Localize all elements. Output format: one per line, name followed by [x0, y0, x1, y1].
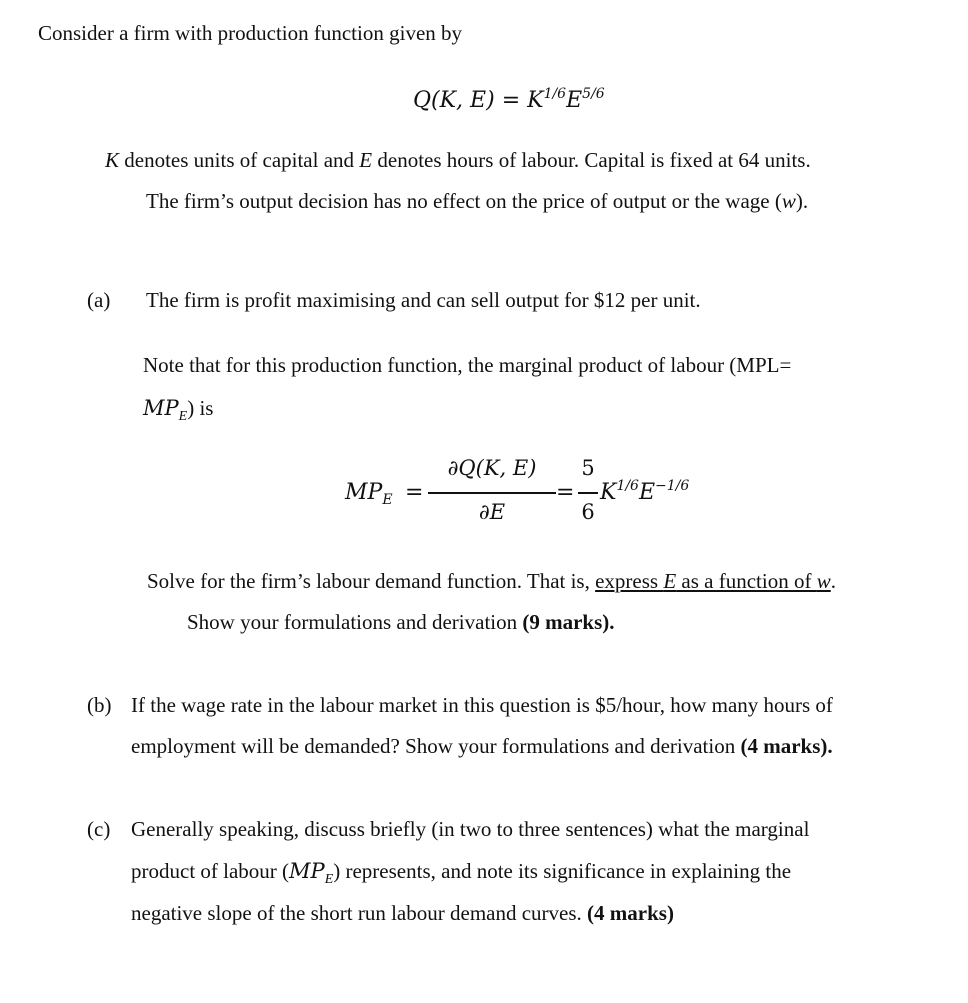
part-c-line-3 [131, 900, 674, 926]
solve-u-w: w [816, 569, 831, 593]
solve-end: . [830, 569, 836, 593]
part-c-label: (c) [87, 817, 111, 841]
solve-u-mid: as a function of [676, 569, 817, 593]
c-line2-pre: product of labour ( [131, 859, 290, 883]
def2-pre: The firm’s output decision has no effect on the price of output or the wage ( [146, 189, 782, 213]
def-text-2: denotes hours of labour. Capital is fixed at 64 units. [372, 148, 811, 172]
eq-E-exp: −1/6 [655, 478, 690, 494]
eq-equals-2: = [556, 480, 575, 505]
eq-fraction-bar-2 [578, 492, 598, 494]
c-line3-text: negative slope of the short run labour demand curves. [131, 901, 588, 925]
solve-u-E: E [663, 569, 677, 593]
part-a-label: (a) [87, 288, 111, 312]
eq-rhs [600, 480, 689, 508]
pf-K: K [527, 88, 544, 113]
eq-partial-denominator: ∂E [478, 500, 506, 524]
eq-equals-1: = [405, 480, 424, 505]
part-a-line-1: The firm is profit maximising and can sell output for $12 per unit. [146, 288, 701, 312]
solve-pre: Solve for the firm’s labour demand function. That is, [147, 569, 596, 593]
eq-K: K [600, 480, 617, 505]
def-E: E [359, 148, 373, 172]
part-a-note-line-2 [143, 395, 213, 425]
pf-K-exp: 1/6 [543, 86, 567, 102]
pf-equals: = [501, 88, 521, 113]
pf-E-exp: 5/6 [582, 86, 605, 102]
b-marks: (4 marks). [740, 734, 833, 758]
eq-frac-denominator: 6 [581, 500, 595, 524]
def-text-1: denotes units of capital and [119, 148, 360, 172]
solve-u-pre: express [595, 569, 664, 593]
def2-post: ). [795, 189, 809, 213]
part-b-line-1: If the wage rate in the labour market in this question is $5/hour, how many hours of [131, 693, 833, 717]
c-mp-sub: E [324, 872, 334, 887]
def-K: K [105, 148, 120, 172]
b-line2-text: employment will be demanded? Show your formulations and derivation [131, 734, 741, 758]
eq-mp-sub: E [382, 492, 393, 508]
part-b-label: (b) [87, 693, 112, 717]
pf-E: E [566, 88, 583, 113]
part-c-line-1: Generally speaking, discuss briefly (in two to three sentences) what the marginal [131, 817, 810, 841]
eq-fraction-bar-1 [428, 492, 556, 494]
show-text: Show your formulations and derivation [187, 610, 523, 634]
solve-underlined [595, 569, 831, 593]
definitions-line-1 [105, 147, 811, 173]
c-marks: (4 marks) [587, 901, 674, 925]
eq-E: E [638, 480, 656, 505]
show-marks: (9 marks). [522, 610, 615, 634]
part-b-line-2 [131, 733, 833, 759]
def-w: w [781, 189, 796, 213]
part-a-solve-line [147, 568, 836, 594]
production-function [413, 88, 605, 116]
intro-line: Consider a firm with production function given by [38, 21, 463, 45]
c-line2-post: ) represents, and note its significance in explaining the [333, 859, 792, 883]
part-a-note-line-1: Note that for this production function, the marginal product of labour (MPL= [143, 353, 792, 377]
intro-text [38, 20, 462, 46]
part-c-line-2 [131, 858, 791, 888]
eq-K-exp: 1/6 [616, 478, 639, 494]
note-mp-sub: E [178, 409, 188, 424]
eq-frac-numerator: 5 [581, 456, 595, 480]
pf-lhs: Q(K, E) [413, 88, 495, 113]
note-mp: MP [143, 396, 179, 420]
eq-mp-lhs [345, 480, 393, 508]
note-end: ) is [187, 396, 214, 420]
part-a-show-line [187, 609, 615, 635]
eq-mp: MP [345, 480, 383, 505]
definitions-line-2 [146, 188, 808, 214]
c-mp: MP [289, 859, 325, 883]
eq-partial-numerator: ∂Q(K, E) [447, 456, 537, 480]
